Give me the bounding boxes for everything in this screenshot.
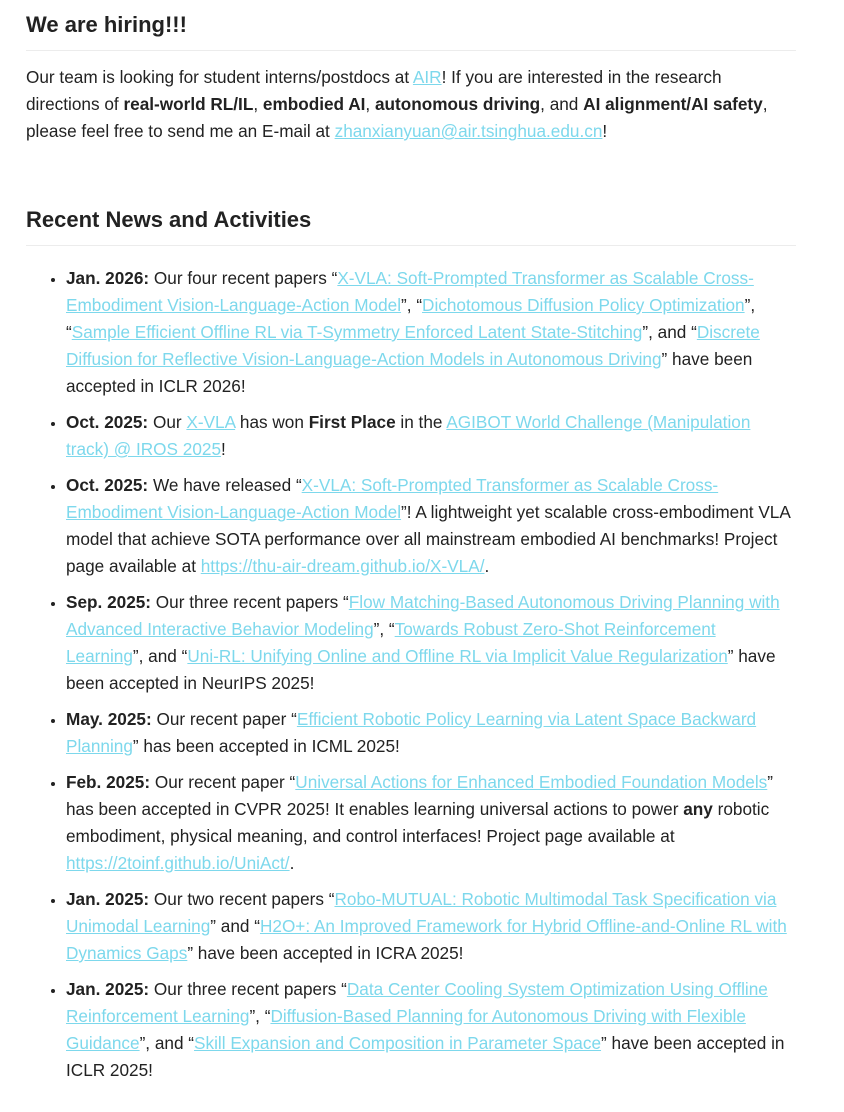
project-page-link[interactable]: https://thu-air-dream.github.io/X-VLA/ (200, 556, 485, 576)
news-item (66, 265, 796, 400)
news-item (66, 409, 796, 463)
text: ” has been accepted in ICML 2025! (132, 736, 400, 756)
paper-link[interactable]: Diffusion-Based Planning for Autonomous Driving with Flexible Guidance (66, 1006, 746, 1053)
paper-link[interactable]: Discrete Diffusion for Reflective Vision-Language-Action Models in Autonomous Driving (66, 322, 760, 369)
hiring-heading: We are hiring!!! (26, 0, 796, 51)
award-first-place: First Place (308, 412, 396, 432)
text: ”, “ (401, 295, 423, 315)
news-date: Jan. 2025: (66, 889, 150, 909)
news-item (66, 589, 796, 697)
text: in the (395, 412, 447, 432)
text: , (253, 94, 263, 114)
text: ” have been accepted in ICLR 2025! (66, 1033, 785, 1080)
news-item (66, 976, 796, 1084)
paper-link[interactable]: Universal Actions for Enhanced Embodied Foundation Models (295, 772, 768, 792)
paper-link[interactable]: Sample Efficient Offline RL via T-Symmetry Enforced Latent State-Stitching (71, 322, 643, 342)
news-date: Feb. 2025: (66, 772, 151, 792)
paper-link[interactable]: Data Center Cooling System Optimization Using Offline Reinforcement Learning (66, 979, 768, 1026)
text: ” has been accepted in CVPR 2025! It enables learning universal actions to power (66, 772, 774, 819)
text: Our recent paper “ (151, 709, 297, 729)
news-date: Oct. 2025: (66, 412, 149, 432)
paper-link[interactable]: Skill Expansion and Composition in Parameter Space (194, 1033, 602, 1053)
text: robotic embodiment, physical meaning, and control interfaces! Project page available at (66, 799, 770, 846)
text: ! If you are interested in the research directions of (26, 67, 722, 114)
paper-link[interactable]: X-VLA: Soft-Prompted Transformer as Scalable Cross-Embodiment Vision-Language-Action Model (66, 475, 719, 522)
hiring-paragraph (26, 64, 796, 145)
text: ”, and “ (642, 322, 697, 342)
direction-real-world-rl: real-world RL/IL (123, 94, 254, 114)
text: ”, “ (249, 1006, 271, 1026)
text: , and (540, 94, 584, 114)
text: ” and “ (210, 916, 260, 936)
paper-link[interactable]: Uni-RL: Unifying Online and Offline RL via Implicit Value Regularization (187, 646, 728, 666)
text: ! (602, 121, 608, 141)
news-date: Sep. 2025: (66, 592, 152, 612)
direction-ai-alignment: AI alignment/AI safety (583, 94, 763, 114)
news-item (66, 886, 796, 967)
text: Our recent paper “ (150, 772, 296, 792)
text: Our three recent papers “ (149, 979, 347, 999)
text: ”, and “ (132, 646, 188, 666)
text: . (289, 853, 295, 873)
text: ” have been accepted in ICRA 2025! (187, 943, 464, 963)
text: Our team is looking for student interns/postdocs at (26, 67, 413, 87)
text: ”! A lightweight yet scalable cross-embodiment VLA model that achieve SOTA performance over all mainstream embodied AI benchmarks! Project page available at (66, 502, 790, 576)
news-item (66, 706, 796, 760)
text: Our three recent papers “ (151, 592, 349, 612)
text: ”, and “ (139, 1033, 195, 1053)
paper-link[interactable]: X-VLA: Soft-Prompted Transformer as Scalable Cross-Embodiment Vision-Language-Action Model (66, 268, 754, 315)
emphasis-any: any (683, 799, 713, 819)
news-list (26, 265, 796, 1084)
text: ” have been accepted in ICLR 2026! (66, 349, 753, 396)
text: has won (235, 412, 309, 432)
text: , please feel free to send me an E-mail at (26, 94, 768, 141)
project-page-link[interactable]: https://2toinf.github.io/UniAct/ (66, 853, 290, 873)
challenge-link[interactable]: AGIBOT World Challenge (Manipulation track) @ IROS 2025 (66, 412, 751, 459)
news-date: Oct. 2025: (66, 475, 149, 495)
news-item (66, 769, 796, 877)
paper-link[interactable]: Efficient Robotic Policy Learning via Latent Space Backward Planning (66, 709, 757, 756)
text: Our four recent papers “ (149, 268, 338, 288)
paper-link[interactable]: Towards Robust Zero-Shot Reinforcement Learning (66, 619, 716, 666)
news-heading: Recent News and Activities (26, 195, 796, 246)
text: ”, “ (66, 295, 756, 342)
text: ! (221, 439, 226, 459)
direction-embodied-ai: embodied AI (262, 94, 366, 114)
email-link[interactable]: zhanxianyuan@air.tsinghua.edu.cn (334, 121, 603, 141)
news-date: May. 2025: (66, 709, 152, 729)
air-lab-link[interactable]: AIR (412, 67, 442, 87)
paper-link[interactable]: Dichotomous Diffusion Policy Optimization (422, 295, 745, 315)
text: Our (148, 412, 187, 432)
text: We have released “ (148, 475, 302, 495)
text: . (484, 556, 490, 576)
text: ” have been accepted in NeurIPS 2025! (66, 646, 776, 693)
text: Our two recent papers “ (149, 889, 335, 909)
paper-link[interactable]: Robo-MUTUAL: Robotic Multimodal Task Specification via Unimodal Learning (66, 889, 777, 936)
paper-link[interactable]: Flow Matching-Based Autonomous Driving Planning with Advanced Interactive Behavior Modeling (66, 592, 780, 639)
direction-autonomous-driving: autonomous driving (374, 94, 541, 114)
news-date: Jan. 2026: (66, 268, 150, 288)
paper-link[interactable]: H2O+: An Improved Framework for Hybrid Offline-and-Online RL with Dynamics Gaps (66, 916, 787, 963)
text: , (365, 94, 375, 114)
news-date: Jan. 2025: (66, 979, 150, 999)
news-item (66, 472, 796, 580)
text: ”, “ (373, 619, 395, 639)
x-vla-link[interactable]: X-VLA (186, 412, 236, 432)
